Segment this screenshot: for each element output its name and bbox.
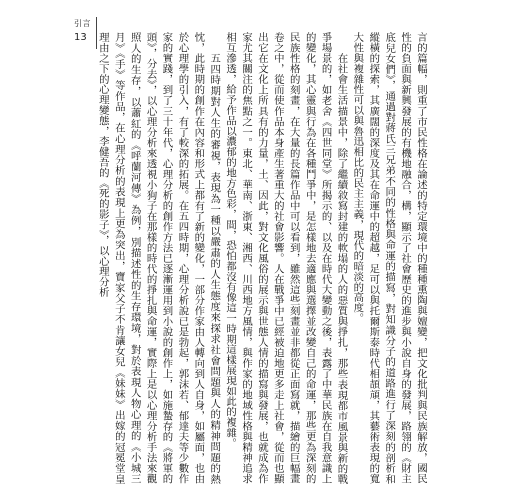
body-text — [96, 32, 428, 484]
paragraph-1: 言的篇幅，則重了市民性格在論述的特定環境中的種種熏陶與嬗變，把文化批判與民族解放，國民性的負面與新興發展的有機地融合，構，顯示了社會歷史的進步與小說自身的發展，路翎的《財主底兒女們》，通過對蔣氏三兄弟不同的性格與命運的描寫，對知識分子的道路進行了深刻的剖析和縱橫的探索，其廣闊的深度及其在命運中的超越，足可以與托爾斯泰時代相頡頏，其藝術表現的寬大性與複雜性可以與魯迅相比的民主主義，現代的暗淡的高度。 — [351, 32, 427, 484]
paragraph-2: 在社會生活描景中，除了繼續敘寫封建的軟塌的人的惡質與掙扎，那些表現都市風景與新的戰爭場景的，如老舍《四世同堂》所揭示的、以及在時代大變動之後，表露了中華民族在自我意識上的變化，其心靈與行為在各種鬥爭中，是怎樣地去適應與選擇並改變自己的命運，那些更為深刻的民族性格的刻畫，在大量的長篇作品中可以看到，雖然這些刻畫並非都從正面寫就，描繪的巨幅畫卷之中，從而使作品本身產生著重大的社會影響。人在戰爭中已經被迫地更多走上社會，從而也顯出它在文化上所具有的力量，土、因此，對文化風俗的展示與世態人情的描寫與發展，也就成為作家尤其關注的焦點之一。東北、華南、浙東、湘西、川西地方風情，與作家的地域性格與精神追求相互滲透，給予作品以濃郁的地方色彩，間，恐怕都沒有像這一時期這樣展現如此的複雜。 — [224, 32, 348, 484]
page-number: 13 — [74, 32, 87, 43]
section-title: 引言 — [74, 19, 91, 28]
paragraph-3: 五四時期對人生的審視，表現為一種以嚴肅的人生態度來探求社會問題與人的精神問題的熱忱，此時期的創作在內容和形式上都有了新的變化，一部分作家由人轉向到人自身，如屬面，也由於心理學的引入，有了較深的拓展。在五四時期，心理分析說已是勃起，郭沫若、郁達夫等少數作家的實踐，到了三十年代，心理分析的創作方法已逐漸運用到小說的創作上，如施蟄存的《將軍的頭》，分去》，以心理分析來透視小狗子在那樣的時代的掙扎與命運，實際上是以心理分析手法來觀照人的生存，以蕭紅的《呼蘭河傳》為例，別描述性的生存環境，對於表現人物心理的《小城三月》《手》等作品，在心理分析的表現上更為突出，寶家父子不肯讓女兒《妹妹》出嫁的冠冕堂皇理由之下的心理變態，李健吾的《死的影子》，以心理分析 — [96, 32, 221, 484]
